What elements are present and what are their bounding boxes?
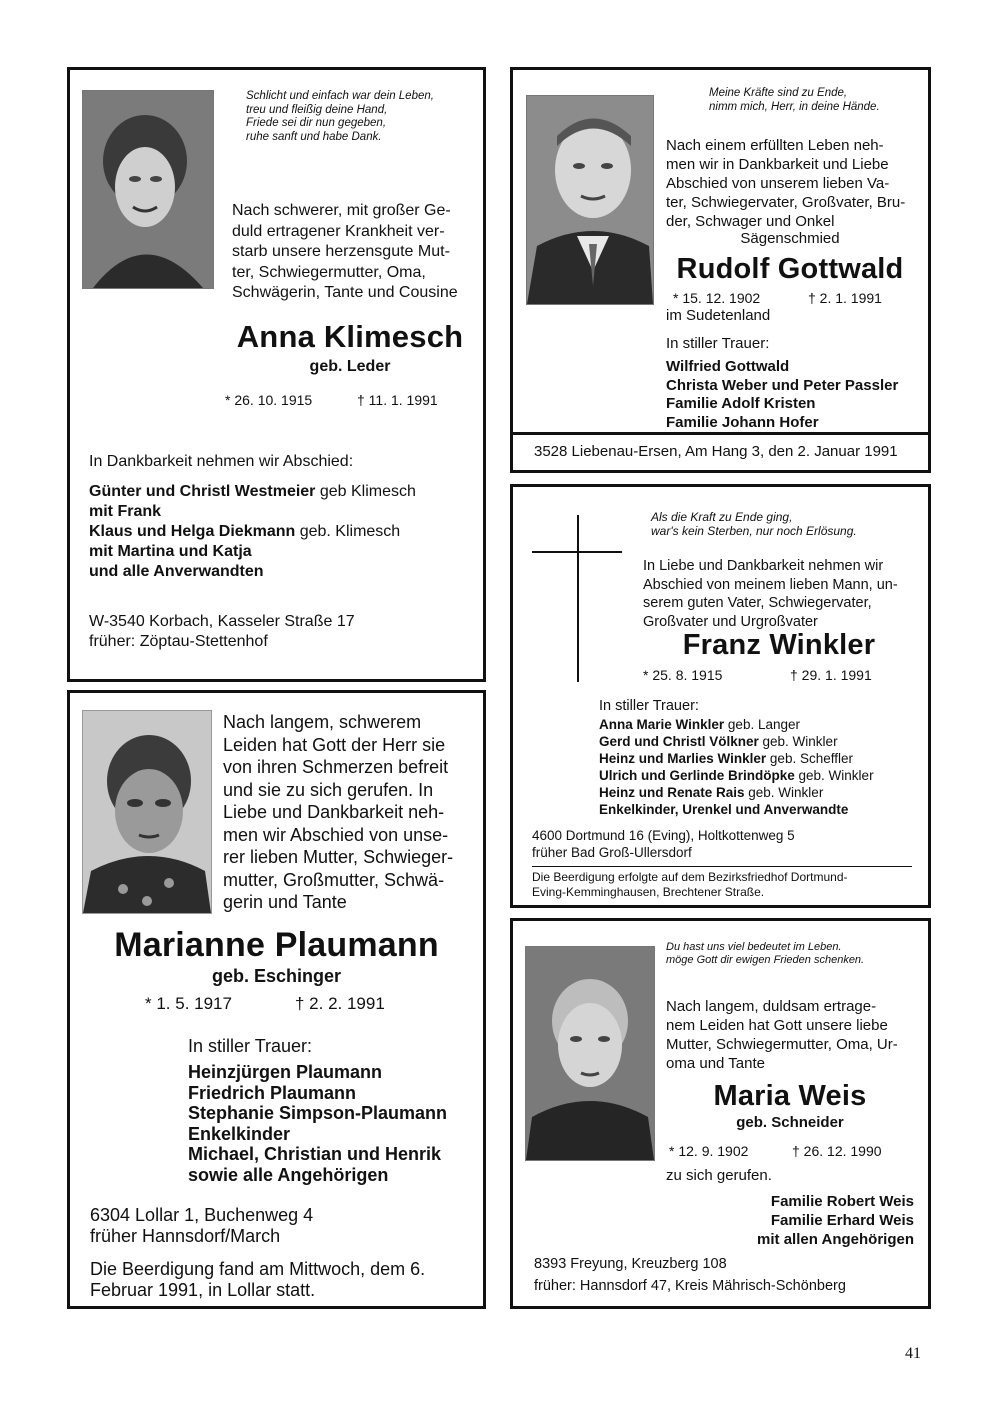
mourner-line	[599, 767, 874, 784]
portrait-photo-marianne-plaumann	[82, 710, 212, 914]
death-date: † 2. 1. 1991	[808, 290, 882, 306]
page-number: 41	[905, 1345, 921, 1362]
notice-marianne-plaumann	[67, 690, 486, 1309]
maiden-name: geb. Schneider	[736, 1114, 844, 1131]
verse-line: möge Gott dir ewigen Frieden schenken.	[666, 954, 865, 966]
mourner-line	[89, 562, 479, 582]
notice-text-line: Großvater und Urgroßvater	[643, 613, 818, 630]
mourner-name: Friedrich Plaumann	[188, 1082, 357, 1103]
deceased-name: Rudolf Gottwald	[676, 253, 904, 285]
verse-line: Als die Kraft zu Ende ging,	[651, 510, 793, 524]
birth-date: * 26. 10. 1915	[225, 392, 313, 408]
deceased-name: Marianne Plaumann	[114, 926, 439, 964]
mourner-name: Enkelkinder, Urenkel und Anverwandte	[599, 802, 849, 817]
maiden-name: geb. Leder	[309, 358, 391, 375]
birth-place: im Sudetenland	[666, 307, 771, 324]
notice-text-line: gerin und Tante	[223, 892, 347, 912]
address-line: 6304 Lollar 1, Buchenweg 4	[90, 1205, 314, 1225]
mourner-note: geb. Winkler	[744, 785, 824, 800]
deceased-name: Maria Weis	[713, 1080, 867, 1112]
notice-text-line: ter, Schwiegermutter, Oma,	[232, 263, 426, 281]
cross-symbol-horizontal	[532, 551, 622, 553]
death-date: † 29. 1. 1991	[790, 667, 872, 683]
verse-line: Schlicht und einfach war dein Leben,	[246, 90, 434, 102]
address-line: früher: Hannsdorf 47, Kreis Mährisch-Schönberg	[534, 1278, 846, 1294]
notice-anna-klimesch	[67, 67, 486, 682]
notice-text-line: Mutter, Schwiegermutter, Oma, Ur-	[666, 1036, 898, 1053]
mourner-name: Ulrich und Gerlinde Brindöpke	[599, 768, 795, 783]
called-line: zu sich gerufen.	[666, 1167, 772, 1184]
address-line: früher Bad Groß-Ullersdorf	[532, 845, 692, 860]
mourner-line	[599, 750, 874, 767]
verse-line: ruhe sanft und habe Dank.	[246, 130, 382, 143]
address-line: früher Hannsdorf/March	[90, 1226, 281, 1246]
funeral-line: Eving-Kemminghausen, Brechtener Straße.	[532, 885, 765, 899]
portrait-photo-rudolf-gottwald	[526, 95, 654, 305]
notice-text-line: Nach langem, schwerem	[223, 712, 422, 732]
mourner-name: Michael, Christian und Henrik	[188, 1144, 442, 1164]
mourner-line	[89, 482, 479, 502]
notice-text-line: duld ertragener Krankheit ver-	[232, 222, 445, 240]
notice-text-line: starb unsere herzensgute Mut-	[232, 243, 450, 260]
deceased-name: Anna Klimesch	[236, 319, 464, 354]
mourner-name: Familie Erhard Weis	[770, 1212, 914, 1229]
mourner-line	[599, 716, 874, 733]
portrait-photo-anna-klimesch	[82, 90, 214, 289]
mourner-line	[89, 542, 479, 562]
notice-rudolf-gottwald	[510, 67, 931, 473]
death-date: † 2. 2. 1991	[295, 994, 385, 1013]
notice-text-line: Nach einem erfüllten Leben neh-	[666, 137, 884, 154]
verse-line: war's kein Sterben, nur noch Erlösung.	[651, 523, 857, 538]
notice-franz-winkler	[510, 484, 931, 908]
address-line: 4600 Dortmund 16 (Eving), Holtkottenweg 5	[532, 828, 795, 843]
mourner-name: Wilfried Gottwald	[666, 358, 790, 375]
mourner-name: mit Frank	[89, 503, 162, 520]
address-line: früher: Zöptau-Stettenhof	[89, 633, 268, 650]
mourner-name: mit allen Angehörigen	[757, 1231, 914, 1248]
death-date: † 26. 12. 1990	[792, 1143, 882, 1159]
birth-date: * 25. 8. 1915	[643, 667, 723, 683]
mourner-note: geb. Scheffler	[766, 751, 853, 766]
mourner-name: Familie Robert Weis	[770, 1193, 914, 1210]
notice-text-line: serem guten Vater, Schwiegervater,	[643, 595, 872, 611]
address-line: W-3540 Korbach, Kasseler Straße 17	[89, 613, 355, 630]
verse-line: Meine Kräfte sind zu Ende,	[709, 87, 848, 99]
mourner-name: Enkelkinder	[188, 1123, 291, 1144]
birth-date: * 12. 9. 1902	[669, 1143, 749, 1159]
notice-text-line: und sie zu sich gerufen. In	[223, 779, 434, 800]
mourner-line	[599, 733, 874, 750]
mourner-note: geb Klimesch	[315, 483, 416, 500]
verse-line: nimm mich, Herr, in deine Hände.	[709, 100, 880, 113]
funeral-line: Februar 1991, in Lollar statt.	[90, 1280, 316, 1300]
death-date: † 11. 1. 1991	[357, 392, 438, 408]
mourner-note: geb. Klimesch	[295, 523, 401, 540]
funeral-line: Die Beerdigung erfolgte auf dem Bezirksfriedhof Dortmund-	[532, 870, 848, 884]
separator-line	[513, 432, 928, 435]
mourner-line	[89, 502, 479, 522]
deceased-name: Franz Winkler	[682, 629, 876, 661]
notice-text-line: ter, Schwiegervater, Großvater, Bru-	[666, 194, 906, 211]
mourner-name: Günter und Christl Westmeier	[89, 483, 316, 500]
address-line: 3528 Liebenau-Ersen, Am Hang 3, den 2. Januar 1991	[534, 443, 898, 460]
notice-text-line: der, Schwager und Onkel	[666, 213, 835, 230]
mourner-name: Familie Adolf Kristen	[666, 395, 816, 412]
verse-line: Du hast uns viel bedeutet im Leben.	[666, 941, 842, 953]
mourner-name: Heinz und Renate Rais	[599, 785, 745, 800]
mourning-heading: In stiller Trauer:	[666, 335, 770, 352]
notice-text-line: In Liebe und Dankbarkeit nehmen wir	[643, 558, 884, 574]
notice-text-line: rer lieben Mutter, Schwieger-	[223, 847, 454, 867]
mourner-name: Christa Weber und Peter Passler	[666, 376, 899, 394]
mourner-name: sowie alle Angehörigen	[188, 1164, 389, 1185]
mourner-name: Stephanie Simpson-Plaumann	[188, 1103, 448, 1123]
profession: Sägenschmied	[740, 230, 840, 247]
portrait-photo-maria-weis	[525, 946, 655, 1161]
birth-date: * 1. 5. 1917	[145, 994, 232, 1013]
notice-text-line: nem Leiden hat Gott unsere liebe	[666, 1017, 888, 1034]
notice-text-line: von ihren Schmerzen befreit	[223, 757, 449, 777]
address-line: 8393 Freyung, Kreuzberg 108	[534, 1256, 727, 1272]
verse-line: Friede sei dir nun gegeben,	[246, 117, 387, 129]
mourner-line	[89, 522, 479, 542]
mourner-name: mit Martina und Katja	[89, 543, 252, 560]
mourner-name: Anna Marie Winkler	[599, 717, 725, 732]
birth-date: * 15. 12. 1902	[673, 290, 761, 306]
mourner-name: Heinzjürgen Plaumann	[188, 1062, 383, 1082]
notice-text-line: Liebe und Dankbarkeit neh-	[223, 802, 445, 822]
mourner-line	[599, 784, 874, 801]
notice-text-line: Abschied von unserem lieben Va-	[666, 175, 890, 192]
maiden-name: geb. Eschinger	[211, 966, 342, 986]
mourner-name: Familie Johann Hofer	[666, 413, 819, 431]
verse-line: treu und fleißig deine Hand,	[246, 103, 388, 116]
mourner-name: Gerd und Christl Völkner	[599, 734, 759, 749]
mourner-name: Klaus und Helga Diekmann	[89, 523, 296, 540]
mourner-note: geb. Langer	[724, 717, 800, 732]
notice-text-line: Nach langem, duldsam ertrage-	[666, 998, 877, 1015]
notice-text-line: Schwägerin, Tante und Cousine	[232, 284, 458, 301]
notice-text-line: oma und Tante	[666, 1055, 765, 1072]
cross-symbol-vertical	[577, 515, 579, 682]
notice-text-line: Leiden hat Gott der Herr sie	[223, 734, 446, 755]
funeral-line: Die Beerdigung fand am Mittwoch, dem 6.	[90, 1259, 426, 1279]
mourning-heading: In stiller Trauer:	[188, 1036, 313, 1056]
mourner-note: geb. Winkler	[794, 768, 874, 783]
notice-maria-weis	[510, 918, 931, 1309]
separator-line	[532, 866, 912, 867]
notice-text-line: men wir Abschied von unse-	[223, 824, 449, 845]
mourner-line	[599, 801, 874, 818]
mourning-heading: In stiller Trauer:	[599, 698, 699, 714]
notice-text-line: Abschied von meinem lieben Mann, un-	[643, 576, 898, 593]
mourner-name: und alle Anverwandten	[89, 563, 264, 580]
thanks-line: In Dankbarkeit nehmen wir Abschied:	[89, 453, 354, 470]
notice-text-line: men wir in Dankbarkeit und Liebe	[666, 156, 889, 173]
notice-text-line: Nach schwerer, mit großer Ge-	[232, 202, 451, 219]
mourner-note: geb. Winkler	[758, 734, 838, 749]
notice-text-line: mutter, Großmutter, Schwä-	[223, 869, 445, 890]
mourner-name: Heinz und Marlies Winkler	[599, 751, 767, 766]
